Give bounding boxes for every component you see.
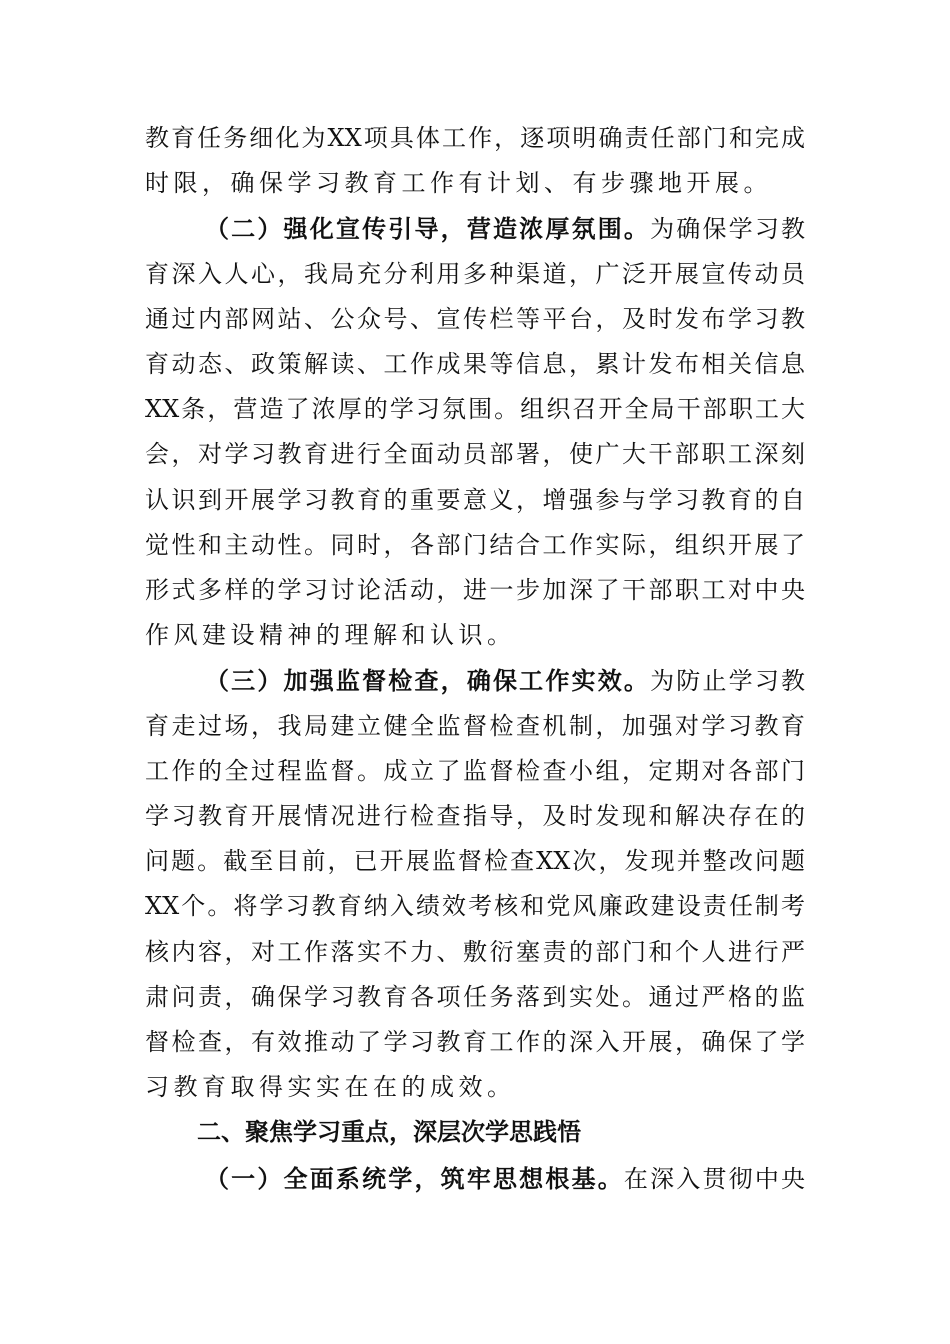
text-line bbox=[145, 478, 805, 523]
line-text: 育走过场，我局建立健全监督检查机制，加强对学习教育 bbox=[145, 711, 805, 740]
text-line bbox=[145, 930, 805, 975]
text-line bbox=[145, 975, 805, 1020]
text-line bbox=[145, 116, 805, 161]
text-line bbox=[145, 252, 805, 297]
line-text: 育深入人心，我局充分利用多种渠道，广泛开展宣传动员 bbox=[145, 259, 805, 288]
line-text: 肃问责，确保学习教育各项任务落到实处。通过严格的监 bbox=[145, 982, 805, 1011]
line-text: 督检查，有效推动了学习教育工作的深入开展，确保了学 bbox=[145, 1028, 805, 1056]
text-line bbox=[145, 839, 805, 884]
text-line bbox=[205, 1156, 805, 1201]
text-line bbox=[145, 1065, 805, 1110]
paragraph-lead: （一）全面系统学，筑牢思想根基。 bbox=[205, 1163, 624, 1193]
line-text: 为防止学习教 bbox=[650, 667, 806, 696]
text-line bbox=[145, 1020, 805, 1065]
line-text: 学习教育开展情况进行检查指导，及时发现和解决存在的 bbox=[145, 802, 805, 830]
line-text: 时限，确保学习教育工作有计划、有步骤地开展。 bbox=[145, 169, 772, 198]
text-line bbox=[145, 432, 805, 477]
line-text: 会，对学习教育进行全面动员部署，使广大干部职工深刻 bbox=[145, 440, 805, 469]
line-text: 通过内部网站、公众号、宣传栏等平台，及时发布学习教 bbox=[145, 304, 805, 333]
line-text: XX个。将学习教育纳入绩效考核和党风廉政建设责任制考 bbox=[145, 892, 805, 921]
section-heading bbox=[197, 1110, 857, 1155]
line-text: 觉性和主动性。同时，各部门结合工作实际，组织开展了 bbox=[145, 530, 805, 559]
line-text: 作风建设精神的理解和认识。 bbox=[145, 621, 516, 650]
text-line bbox=[145, 794, 805, 839]
text-line bbox=[145, 613, 805, 658]
text-line bbox=[205, 658, 805, 703]
text-line bbox=[145, 568, 805, 613]
paragraph-lead: （三）加强监督检查，确保工作实效。 bbox=[205, 666, 651, 696]
line-text: 认识到开展学习教育的重要意义，增强参与学习教育的自 bbox=[145, 485, 805, 514]
line-text: 育动态、政策解读、工作成果等信息，累计发布相关信息 bbox=[145, 350, 805, 378]
line-text: 教育任务细化为XX项具体工作，逐项明确责任部门和完成 bbox=[145, 124, 805, 152]
line-text: 习教育取得实实在在的成效。 bbox=[145, 1073, 516, 1102]
text-line bbox=[145, 161, 805, 206]
text-line bbox=[145, 342, 805, 387]
line-text: 在深入贯彻中央 bbox=[623, 1164, 806, 1193]
text-line bbox=[145, 387, 805, 432]
text-line bbox=[145, 704, 805, 749]
line-text: 形式多样的学习讨论活动，进一步加深了干部职工对中央 bbox=[145, 576, 805, 604]
line-text: 为确保学习教 bbox=[650, 215, 806, 244]
line-text: 工作的全过程监督。成立了监督检查小组，定期对各部门 bbox=[145, 756, 805, 785]
line-text: XX条，营造了浓厚的学习氛围。组织召开全局干部职工大 bbox=[145, 395, 805, 424]
paragraph-lead: （二）强化宣传引导，营造浓厚氛围。 bbox=[205, 214, 651, 244]
line-text: 问题。截至目前，已开展监督检查XX次，发现并整改问题 bbox=[145, 847, 805, 876]
text-line bbox=[205, 206, 805, 251]
text-line bbox=[145, 749, 805, 794]
line-text: 二、聚焦学习重点，深层次学思践悟 bbox=[197, 1118, 581, 1147]
text-line bbox=[145, 297, 805, 342]
text-line bbox=[145, 884, 805, 929]
text-line bbox=[145, 523, 805, 568]
line-text: 核内容，对工作落实不力、敷衍塞责的部门和个人进行严 bbox=[145, 937, 805, 966]
